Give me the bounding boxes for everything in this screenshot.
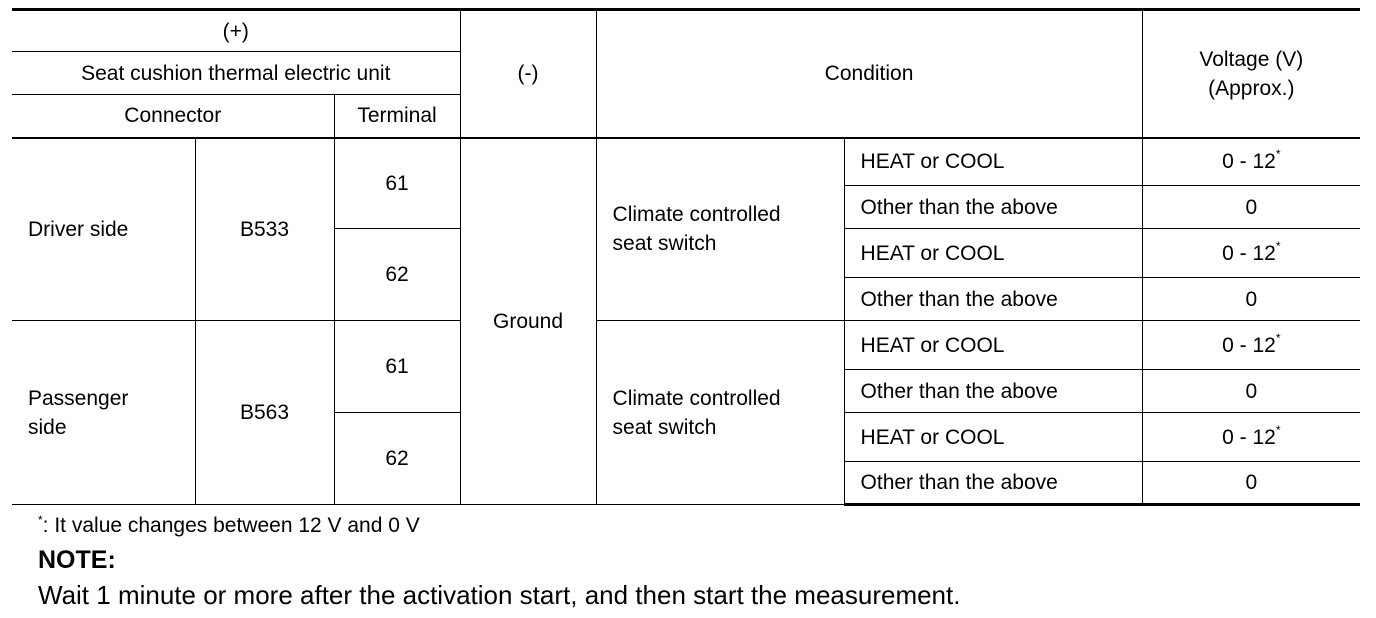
footnote-asterisk: *	[38, 513, 43, 527]
condition-cell: Other than the above	[844, 370, 1142, 413]
voltage-spec-table	[12, 8, 1360, 506]
condition-cell: HEAT or COOL	[844, 229, 1142, 278]
note-title: NOTE:	[38, 546, 116, 574]
ground-cell: Ground	[460, 138, 596, 505]
footnote-mark: *	[1275, 147, 1281, 162]
header-terminal: Terminal	[334, 95, 460, 138]
condition-cell: HEAT or COOL	[844, 321, 1142, 370]
condition-cell: HEAT or COOL	[844, 138, 1142, 186]
table-row	[12, 138, 1360, 186]
voltage-cell: 0 - 12*	[1142, 321, 1360, 370]
terminal-cell: 61	[334, 321, 460, 413]
switch-cell	[596, 321, 844, 505]
switch-label-line1: Climate controlled	[612, 203, 781, 227]
terminal-cell: 62	[334, 413, 460, 505]
voltage-cell: 0 - 12*	[1142, 138, 1360, 186]
terminal-cell: 61	[334, 138, 460, 229]
condition-cell: Other than the above	[844, 186, 1142, 229]
side-label-line1: Passenger	[28, 386, 129, 410]
header-condition: Condition	[596, 10, 1142, 138]
switch-label-line1: Climate controlled	[612, 386, 781, 410]
header-minus: (-)	[460, 10, 596, 138]
header-plus: (+)	[12, 10, 460, 52]
table-row	[12, 321, 1360, 370]
header-voltage-line1: Voltage (V)	[1199, 47, 1304, 71]
condition-cell: Other than the above	[844, 278, 1142, 321]
terminal-cell: 62	[334, 229, 460, 321]
side-label: Driver side	[28, 217, 129, 241]
voltage-cell: 0	[1142, 370, 1360, 413]
footnote-mark: *	[1275, 330, 1281, 345]
switch-label-line2: seat switch	[612, 415, 717, 439]
footnote-mark: *	[1275, 422, 1281, 437]
footnote-mark: *	[1275, 238, 1281, 253]
header-voltage-line2: (Approx.)	[1208, 76, 1295, 100]
footnote	[38, 514, 420, 538]
side-cell	[12, 138, 195, 321]
header-unit: Seat cushion thermal electric unit	[12, 52, 460, 95]
switch-cell	[596, 138, 844, 321]
connector-cell: B563	[195, 321, 334, 505]
condition-cell: Other than the above	[844, 462, 1142, 505]
voltage-cell: 0 - 12*	[1142, 413, 1360, 462]
header-voltage	[1142, 10, 1360, 138]
voltage-cell: 0	[1142, 278, 1360, 321]
side-cell	[12, 321, 195, 505]
header-connector: Connector	[12, 95, 334, 138]
voltage-cell: 0 - 12*	[1142, 229, 1360, 278]
note-text: Wait 1 minute or more after the activation start, and then start the measurement.	[38, 580, 961, 610]
condition-cell: HEAT or COOL	[844, 413, 1142, 462]
voltage-cell: 0	[1142, 186, 1360, 229]
voltage-cell: 0	[1142, 462, 1360, 505]
footnote-text: : It value changes between 12 V and 0 V	[42, 514, 420, 537]
connector-cell: B533	[195, 138, 334, 321]
switch-label-line2: seat switch	[612, 232, 717, 256]
side-label-line2: side	[28, 415, 67, 439]
